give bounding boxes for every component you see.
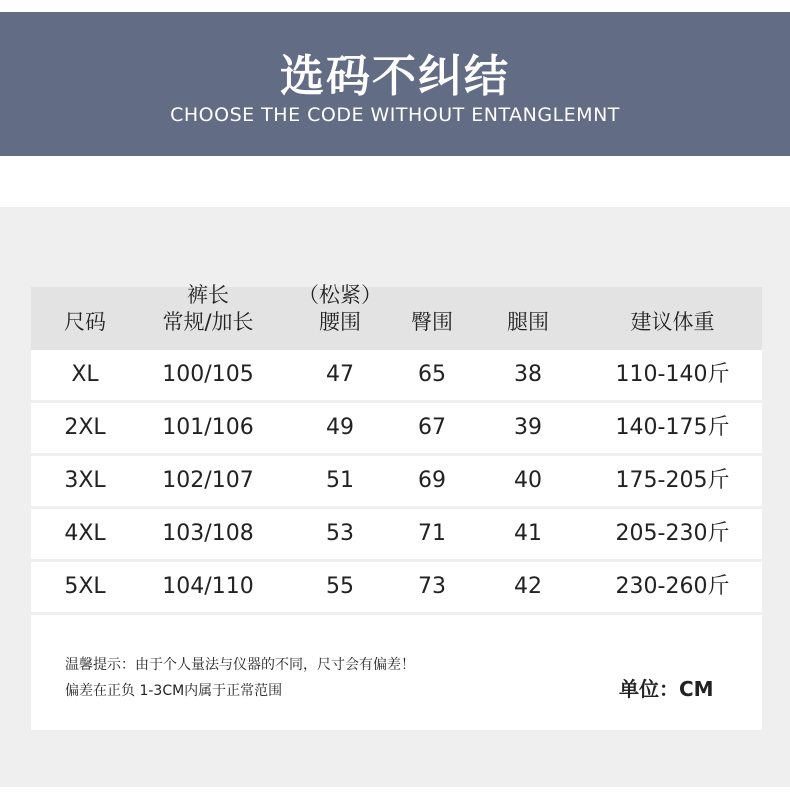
cell-thigh: 41	[514, 521, 542, 546]
cell-weight: 110-140斤	[615, 362, 730, 387]
note-line-2: 偏差在正负 1-3CM内属于正常范围	[65, 683, 283, 699]
table-row	[31, 509, 762, 559]
cell-size: 2XL	[64, 415, 106, 440]
cell-thigh: 40	[514, 468, 542, 493]
cell-hip: 71	[418, 521, 446, 546]
header-thigh: 腿围	[507, 310, 549, 334]
note-line-1: 温馨提示：由于个人量法与仪器的不同，尺寸会有偏差！	[65, 657, 415, 673]
table-row	[31, 350, 762, 400]
cell-waist: 47	[326, 362, 354, 387]
banner-subtitle: CHOOSE THE CODE WITHOUT ENTANGLEMNT	[170, 104, 620, 126]
cell-hip: 69	[418, 468, 446, 493]
header-length-bottom: 常规/加长	[162, 310, 254, 334]
header-hip: 臀围	[411, 310, 453, 334]
cell-size: 5XL	[64, 574, 106, 599]
unit-label: 单位：CM	[619, 677, 714, 701]
header-weight: 建议体重	[630, 310, 715, 334]
cell-weight: 230-260斤	[615, 574, 730, 599]
header-size: 尺码	[64, 310, 106, 334]
title-banner	[0, 12, 790, 156]
cell-waist: 55	[326, 574, 354, 599]
cell-size: XL	[71, 362, 99, 387]
cell-thigh: 42	[514, 574, 542, 599]
table-row	[31, 456, 762, 506]
cell-weight: 205-230斤	[615, 521, 730, 546]
cell-length: 102/107	[162, 468, 254, 493]
banner-title: 选码不纠结	[280, 51, 510, 102]
cell-size: 3XL	[64, 468, 106, 493]
cell-length: 101/106	[162, 415, 254, 440]
header-length-top: 裤长	[187, 283, 229, 307]
cell-weight: 175-205斤	[615, 468, 730, 493]
cell-hip: 65	[418, 362, 446, 387]
cell-length: 100/105	[162, 362, 254, 387]
header-waist-top: （松紧）	[298, 283, 382, 307]
cell-waist: 49	[326, 415, 354, 440]
cell-hip: 67	[418, 415, 446, 440]
header-waist-bottom: 腰围	[319, 310, 361, 334]
cell-size: 4XL	[64, 521, 106, 546]
cell-thigh: 39	[514, 415, 542, 440]
cell-waist: 51	[326, 468, 354, 493]
cell-weight: 140-175斤	[615, 415, 730, 440]
cell-thigh: 38	[514, 362, 542, 387]
table-row	[31, 562, 762, 612]
cell-waist: 53	[326, 521, 354, 546]
cell-length: 103/108	[162, 521, 254, 546]
cell-length: 104/110	[162, 574, 254, 599]
note-box	[31, 615, 762, 730]
cell-hip: 73	[418, 574, 446, 599]
table-row	[31, 403, 762, 453]
